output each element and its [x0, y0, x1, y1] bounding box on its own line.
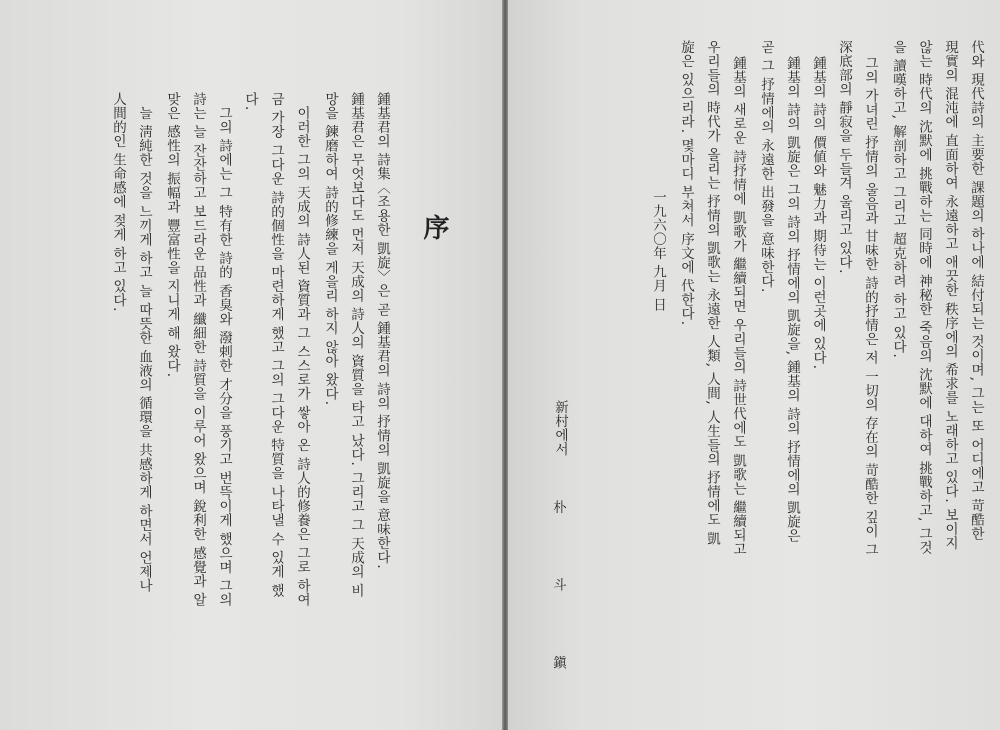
left-text-line: 망을 鍊磨하여 詩的修練을 게을리 하지 않아 왔다.: [322, 92, 338, 406]
left-text-line: 이러한 그의 天成의 詩人된 資質과 그 스스로가 쌓아 온 詩人的修養은 그로 하여: [294, 106, 310, 607]
right-text-line: 一九六〇年 九月 日: [650, 190, 666, 312]
left-text-line: 늘 淸純한 것을 느끼게 하고 늘 따뜻한 血液의 循環을 共感하게 하면서 언제나: [136, 106, 152, 593]
left-text-line: 鍾基君의 詩集〈조용한 凱旋〉은 곧 鍾基君의 詩의 抒情의 凱旋을 意味한다.: [374, 92, 390, 570]
right-text-line: 旋은 있으리라. 몇마디 부쳐서 序文에 代한다.: [678, 40, 694, 326]
signature-name: 朴 斗 鎭: [550, 500, 566, 700]
left-text-line: 鍾基君은 무엇보다도 먼저 天成의 詩人의 資質을 타고 났다. 그리고 그 天成의 비: [348, 92, 364, 598]
preface-title: 序: [419, 214, 449, 240]
left-text-line: 그의 詩에는 그 特有한 詩的 香臭와 潑剌한 才分을 풍기고 번뜩이게 했으며 그의: [216, 106, 232, 607]
right-text-line: 않는 時代의 沈默에 挑戰하는 同時에 神秘한 죽음의 沈默에 대하여 挑戰하고, 그것: [916, 40, 932, 555]
signature-place: 新村에서: [552, 400, 568, 456]
right-text-line: 을 讀嘆하고, 解剖하고 그리고 超克하려 하고 있다.: [890, 40, 906, 359]
right-text-line: 그의 가녀린 抒情의 울음과 甘味한 詩的抒情은 저 一切의 存在의 苛酷한 깊이 그: [862, 56, 878, 557]
left-text-line: 다.: [242, 92, 258, 111]
right-text-line: 곧 그 抒情에의 永遠한 出發을 意味한다.: [758, 40, 774, 293]
right-text-line: 우리들의 時代가 올리는 抒情의 凱歌는 永遠한 人類, 人間, 人生들의 抒情에도 凱: [704, 40, 720, 546]
right-text-line: 鍾基의 새로운 詩抒情에 凱歌가 繼續되면 우리들의 詩世代에도 凱歌는 繼續되고: [730, 56, 746, 557]
left-text-line: 금 가장 그다운 詩的個性을 마련하게 했고 그의 그다운 特質을 나타낼 수 있게 했: [268, 92, 284, 598]
left-text-line: 人間的인 生命感에 젖게 하고 있다.: [110, 92, 126, 312]
right-text-line: 鍾基의 詩의 凱旋은 그의 詩의 抒情에의 凱旋을, 鍾基의 詩의 抒情에의 凱旋은: [784, 56, 800, 543]
left-text-line: 맞은 感性의 振幅과 豐富性을 지니게 해 왔다.: [164, 92, 180, 378]
right-text-line: 鍾基의 詩의 價値와 魅力과 期待는 이런곳에 있다.: [810, 56, 826, 370]
right-text-line: 深底部의 靜寂을 두들겨 울리고 있다.: [836, 40, 852, 274]
left-text-line: 詩는 늘 잔잔하고 보드라운 品性과 纖細한 詩質을 이루어 왔으며 銳利한 感覺과 알: [190, 92, 206, 607]
right-page: [508, 0, 1000, 730]
right-text-line: 代와 現代詩의 主要한 課題의 하나에 結付되는 것이며, 그는 또 어디에고 苛酷한: [968, 40, 984, 541]
right-text-line: 現實의 混沌에 直面하여 永遠하고 애끗한 秩序에의 希求를 노래하고 있다. 보이지: [942, 40, 958, 550]
